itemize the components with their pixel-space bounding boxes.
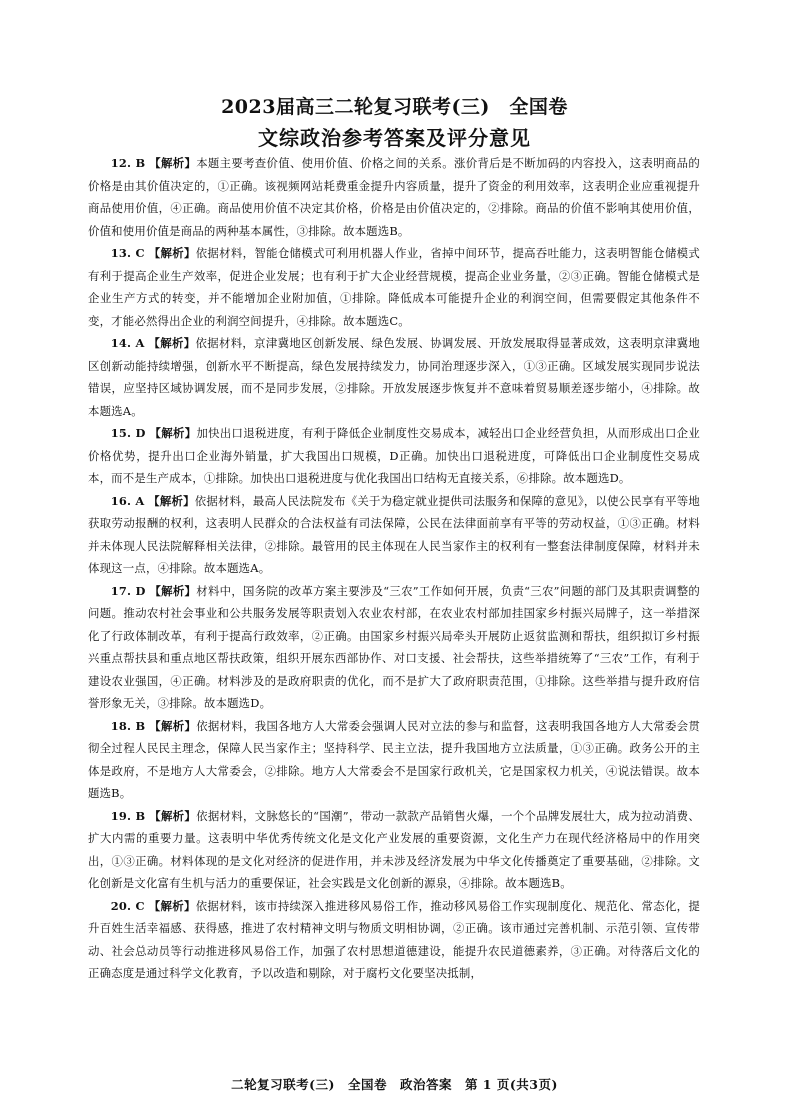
answer-item-20: [88, 895, 700, 985]
question-number: 19. B: [110, 808, 146, 823]
question-number: 20. C: [110, 898, 145, 913]
analysis-text: 依据材料，该市持续深入推进移风易俗工作，推动移风易俗工作实现制度化、规范化、常态化，提升百姓生活幸福感、获得感，推进了农村精神文明与物质文明相协调，②正确。该市通过完善机制、示范引领、宣传带动、社会总动员等行动推进移风易俗工作，加强了农村思想道德建设，能提升农民道德素养，③正确。对待落后文化的正确态度是通过科学文化教育，予以改造和剔除，对于腐朽文化要坚决抵制，: [88, 898, 700, 980]
question-number: 16. A: [110, 493, 145, 508]
analysis-text: 本题主要考查价值、使用价值、价格之间的关系。涨价背后是不断加码的内容投入，这表明商品的价格是由其价值决定的，①正确。该视频网站耗费重金提升内容质量，提升了资金的利用效率，这表明企业应重视提升商品使用价值，④正确。商品使用价值不决定其价格，价格是由价值决定的，②排除。商品的价值不影响其使用价值，价值和使用价值是商品的两种基本属性，③排除。故本题选B。: [88, 156, 700, 238]
answer-item-13: [88, 242, 700, 332]
answer-item-19: [88, 805, 700, 895]
answer-item-18: [88, 715, 700, 805]
answer-list: [88, 152, 700, 985]
analysis-text: 材料中，国务院的改革方案主要涉及“三农”工作如何开展，负责“三农”问题的部门及其职责调整的问题。推动农村社会事业和公共服务发展等职责划入农业农村部，在农业农村部加挂国家乡村振兴局牌子，这一举措深化了行政体制改革，有利于提高行政效率，②正确。由国家乡村振兴局牵头开展防止返贫监测和帮扶，组织拟订乡村振兴重点帮扶县和重点地区帮扶政策，组织开展东西部协作、对口支援、社会帮扶，这些举措统筹了“三农”工作，有利于建设农业强国，④正确。材料涉及的是政府职责的优化，而不是扩大了政府职责范围，①排除。这些举措与提升政府信誉形象无关，③排除。故本题选D。: [88, 583, 700, 710]
question-number: 18. B: [110, 718, 146, 733]
analysis-tag: 【解析】: [149, 156, 197, 170]
answer-item-17: [88, 580, 700, 715]
page-footer: 二轮复习联考(三) 全国卷 政治答案 第 1 页(共3页): [231, 1077, 558, 1092]
analysis-tag: 【解析】: [148, 898, 196, 913]
analysis-text: 依据材料，最高人民法院发布《关于为稳定就业提供司法服务和保障的意见》，以使公民享有平等地获取劳动报酬的权利，这表明人民群众的合法权益有司法保障，公民在法律面前享有平等的劳动权益，①③正确。材料并未体现人民法院解释相关法律，②排除。最管用的民主体现在人民当家作主的权利有一整套法律制度保障，材料并未体现这一点，④排除。故本题选A。: [88, 493, 700, 575]
answer-item-12: [88, 152, 700, 242]
question-number: 12. B: [110, 156, 146, 170]
answer-item-16: [88, 490, 700, 580]
analysis-text: 依据材料，智能仓储模式可利用机器人作业，省掉中间环节，提高吞吐能力，这表明智能仓储模式有利于提高企业生产效率，促进企业发展；也有利于扩大企业经营规模，提高企业业务量，②③正确。智能仓储模式是企业生产方式的转变，并不能增加企业附加值，①排除。降低成本可能提升企业的利润空间，但需要假定其他条件不变，才能必然得出企业的利润空间提升，④排除。故本题选C。: [88, 246, 700, 328]
question-number: 13. C: [110, 246, 145, 260]
question-number: 17. D: [110, 583, 146, 598]
analysis-tag: 【解析】: [149, 426, 197, 440]
analysis-text: 依据材料，京津冀地区创新发展、绿色发展、协调发展、开放发展取得显著成效，这表明京津冀地区创新动能持续增强，创新水平不断提高，绿色发展持续发力，协同治理逐步深入，①③正确。区域发展实现同步说法错误，应坚持区域协调发展，而不是同步发展，②排除。开放发展逐步恢复并不意味着贸易顺差逐步缩小，④排除。故本题选A。: [88, 336, 700, 418]
analysis-tag: 【解析】: [149, 808, 197, 823]
analysis-tag: 【解析】: [149, 718, 197, 733]
analysis-tag: 【解析】: [148, 246, 196, 260]
analysis-text: 依据材料，文脉悠长的“国潮”，带动一款款产品销售火爆，一个个品牌发展壮大，成为拉动消费、扩大内需的重要力量。这表明中华优秀传统文化是文化产业发展的重要资源，文化生产力在现代经济格局中的作用突出，①③正确。材料体现的是文化对经济的促进作用，并未涉及经济发展为中华文化传播奠定了重要基础，②排除。文化创新是文化富有生机与活力的重要保证，社会实践是文化创新的源泉，④排除。故本题选B。: [88, 808, 700, 890]
exam-title: 2023届高三二轮复习联考(三) 全国卷: [221, 96, 568, 118]
analysis-text: 依据材料，我国各地方人大常委会强调人民对立法的参与和监督，这表明我国各地方人大常委会贯彻全过程人民民主理念，保障人民当家作主；坚持科学、民主立法，提升我国地方立法质量，①③正确。政务公开的主体是政府，不是地方人大常委会，②排除。地方人大常委会不是国家行政机关，它是国家权力机关，④说法错误。故本题选B。: [88, 718, 700, 800]
analysis-tag: 【解析】: [149, 583, 197, 598]
question-number: 15. D: [110, 426, 146, 440]
analysis-text: 加快出口退税进度，有利于降低企业制度性交易成本，减轻出口企业经营负担，从而形成出口企业价格优势，提升出口企业海外销量，扩大我国出口规模，D正确。加快出口退税进度，可降低出口企业制度性交易成本，而不是生产成本，①排除。加快出口退税进度与优化我国出口结构无直接关系，⑥排除。故本题选D。: [88, 426, 700, 485]
answer-item-15: [88, 422, 700, 490]
answer-subtitle: 文综政治参考答案及评分意见: [258, 126, 531, 150]
question-number: 14. A: [110, 336, 145, 350]
answer-item-14: [88, 332, 700, 422]
analysis-tag: 【解析】: [148, 336, 196, 350]
analysis-tag: 【解析】: [148, 493, 195, 508]
